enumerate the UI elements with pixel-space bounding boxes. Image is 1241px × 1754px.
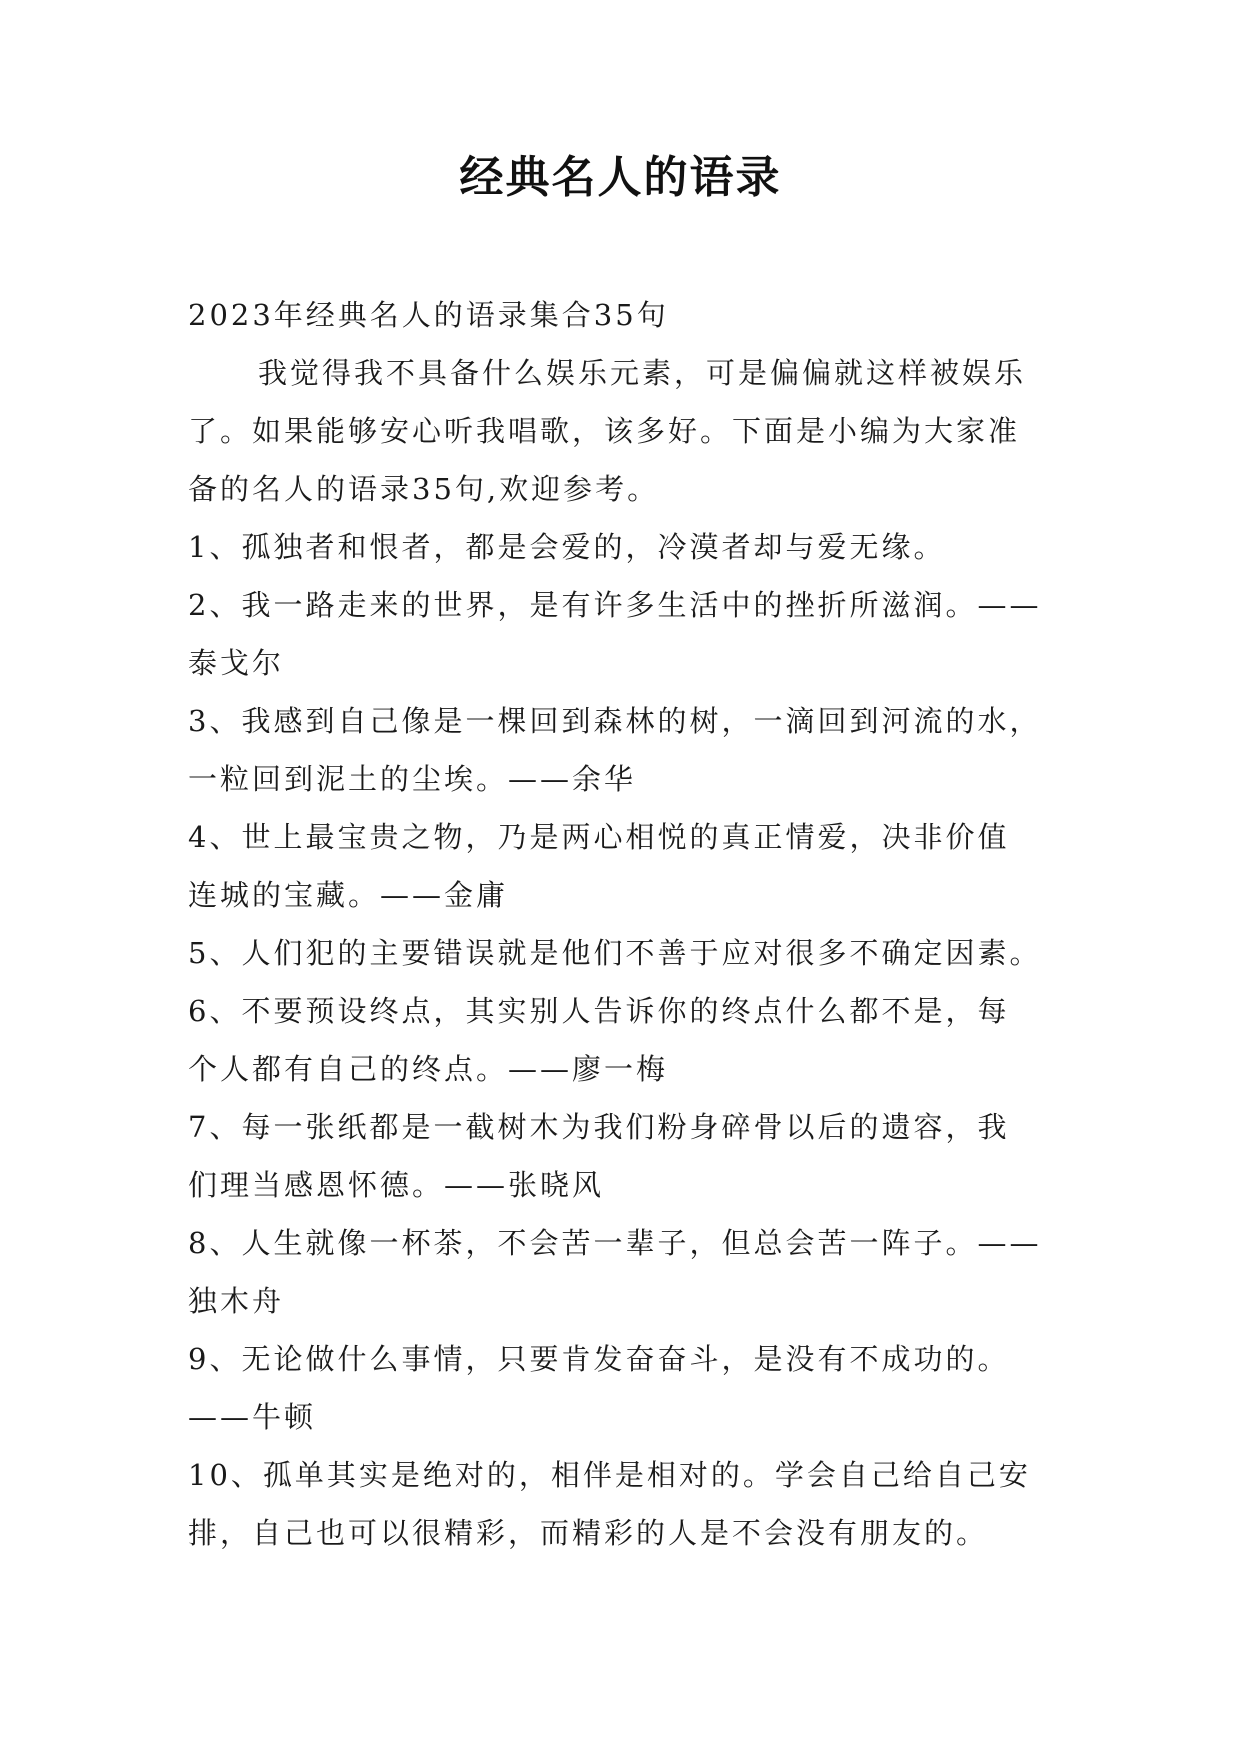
quote-line: 泰戈尔 (188, 646, 285, 680)
quote-line: 们理当感恩怀德。——张晓风 (188, 1168, 605, 1202)
quote-line: 7、每一张纸都是一截树木为我们粉身碎骨以后的遗容，我 (188, 1110, 1010, 1144)
subtitle-line: 2023年经典名人的语录集合35句 (188, 298, 669, 332)
quote-line: 10、孤单其实是绝对的，相伴是相对的。学会自己给自己安 (188, 1458, 1031, 1492)
quote-line: 3、我感到自己像是一棵回到森林的树，一滴回到河流的水， (188, 704, 1042, 738)
page-title: 经典名人的语录 (459, 152, 782, 203)
quote-line: 连城的宝藏。——金庸 (188, 878, 509, 912)
quote-line: 4、世上最宝贵之物，乃是两心相悦的真正情爱，决非价值 (188, 820, 1010, 854)
quote-line: 6、不要预设终点，其实别人告诉你的终点什么都不是，每 (188, 994, 1010, 1028)
intro-line-3: 备的名人的语录35句,欢迎参考。 (188, 472, 660, 506)
quote-line: 独木舟 (188, 1284, 285, 1318)
quote-line: 2、我一路走来的世界，是有许多生活中的挫折所滋润。—— (188, 588, 1042, 622)
intro-line-1: 我觉得我不具备什么娱乐元素，可是偏偏就这样被娱乐 (258, 356, 1027, 390)
quote-line: 9、无论做什么事情，只要肯发奋奋斗，是没有不成功的。 (188, 1342, 1010, 1376)
document-body (188, 286, 1058, 1562)
quote-line: 排，自己也可以很精彩，而精彩的人是不会没有朋友的。 (188, 1516, 989, 1550)
quote-line: 5、人们犯的主要错误就是他们不善于应对很多不确定因素。 (188, 936, 1042, 970)
intro-line-2: 了。如果能够安心听我唱歌，该多好。下面是小编为大家准 (188, 414, 1021, 448)
quote-line: 个人都有自己的终点。——廖一梅 (188, 1052, 669, 1086)
quote-line: 1、孤独者和恨者，都是会爱的，冷漠者却与爱无缘。 (188, 530, 946, 564)
quote-line: 一粒回到泥土的尘埃。——余华 (188, 762, 637, 796)
quote-line: 8、人生就像一杯茶，不会苦一辈子，但总会苦一阵子。—— (188, 1226, 1042, 1260)
quote-line: ——牛顿 (188, 1400, 317, 1434)
